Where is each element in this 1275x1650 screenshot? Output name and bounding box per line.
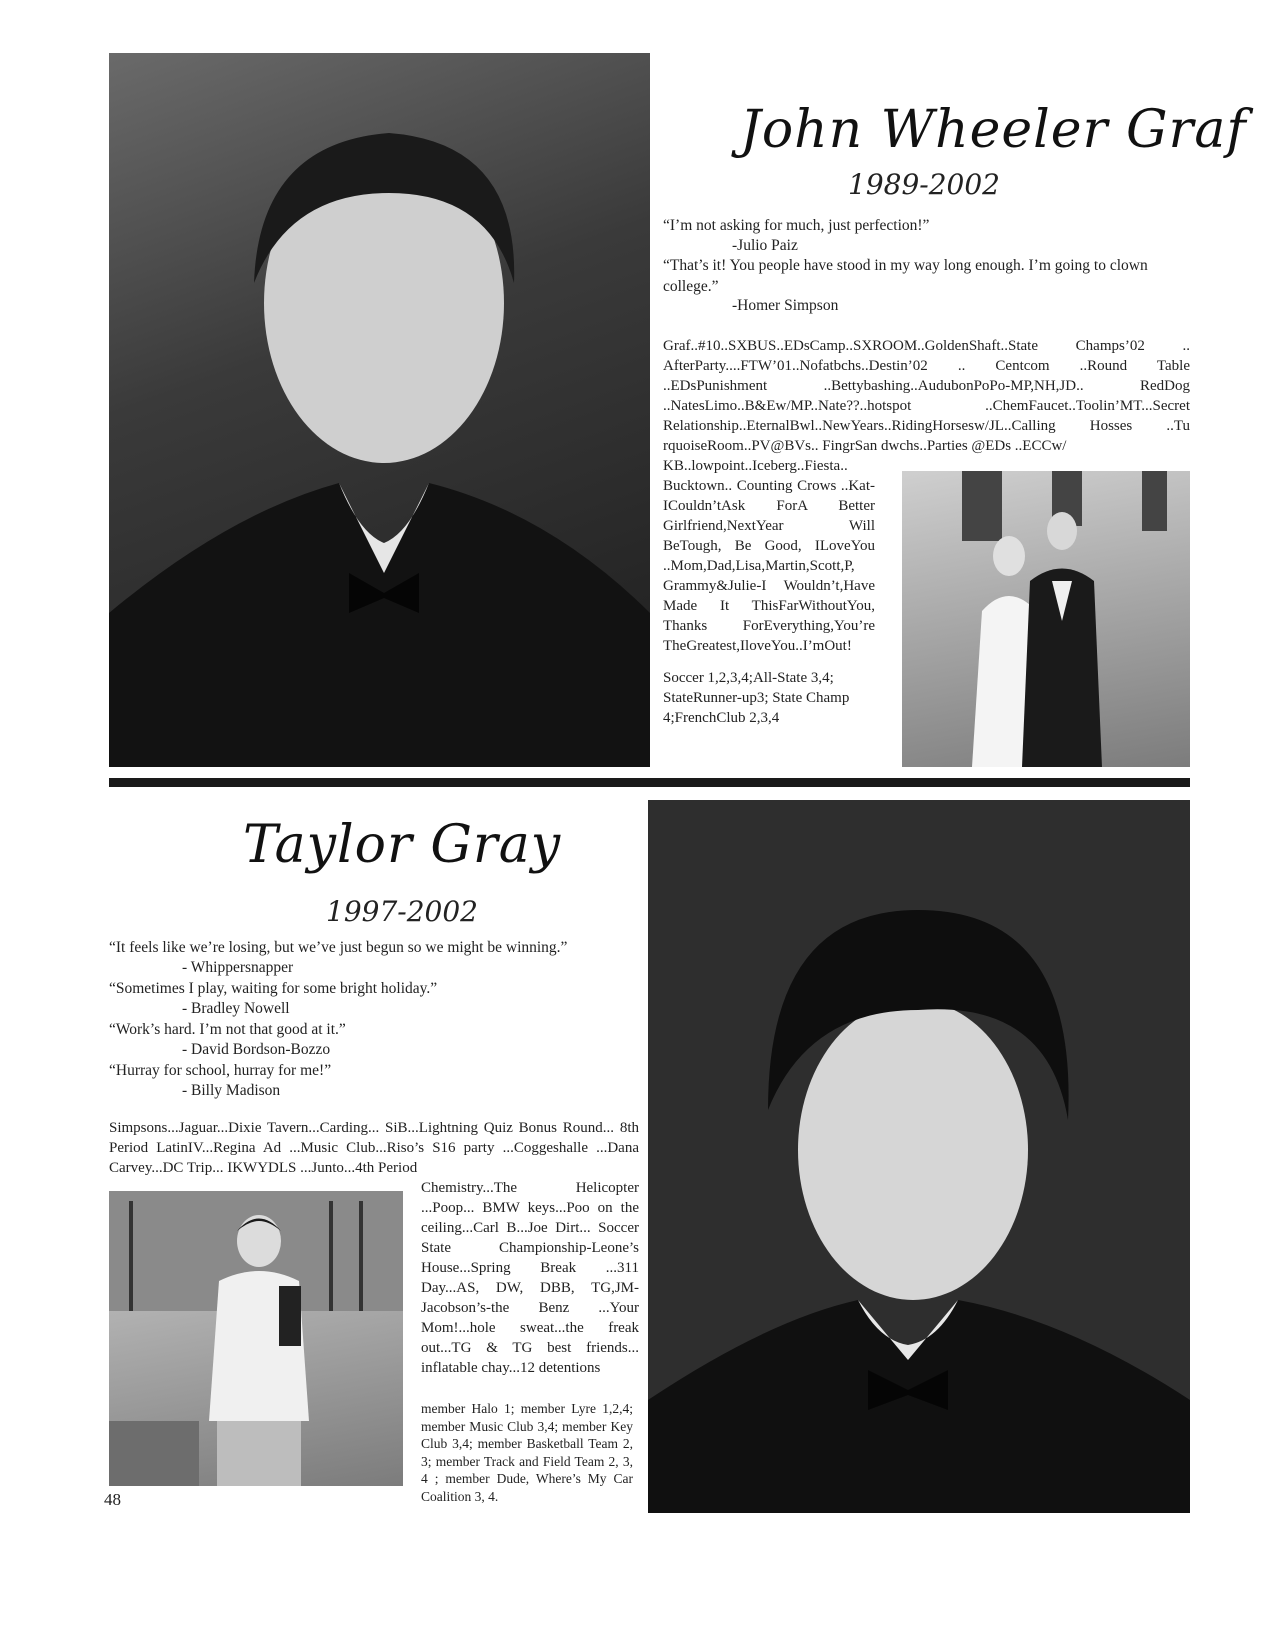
student2-quote-4-attribution: - Billy Madison	[182, 1082, 281, 1099]
student1-memories: Graf..#10..SXBUS..EDsCamp..SXROOM..GoldenShaft..State Champs’02 .. AfterParty....FTW’01..Nofatbchs..Destin’02 .. Centcom ..Round Table ..EDsPunishment ..Bettybashing..AudubonPoPo-MP,NH,JD.. RedDog ..NatesLimo..B&Ew/MP..Nate??..hotspot ..ChemFaucet..Toolin’MT...Secret Relationship..EternalBwl..NewYears..RidingHorsesw/JL..Calling Hosses ..Tu rquoiseRoom..PV@BVs.. FingrSan dwchs..Parties @EDs ..ECCw/	[663, 338, 1190, 454]
student1-quote-2: “That’s it! You people have stood in my way long enough. I’m going to clown college.”	[663, 257, 1148, 295]
student1-memories-continued: KB..lowpoint..Iceberg..Fiesta.. Bucktown.. Counting Crows ..Kat-ICouldn’tAsk ForA Better Girlfriend,NextYear Will BeTough, Be Good, ILoveYou ..Mom,Dad,Lisa,Martin,Scott,P, Grammy&Julie-I Wouldn’t,Have Made It ThisFarWithoutYou, Thanks ForEverything,You’re TheGreatest,IloveYou..I’mOut!	[663, 458, 875, 654]
student2-quote-4: “Hurray for school, hurray for me!”	[109, 1062, 332, 1079]
student2-name: Taylor Gray	[243, 815, 562, 875]
student2-memories-continued: Chemistry...The Helicopter ...Poop... BMW keys...Poo on the ceiling...Carl B...Joe Dirt... Soccer State Championship-Leone’s House...Spring Break ...311 Day...AS, DW, DBB, TG,JM-Jacobson’s-the Benz ...Your Mom!...hole sweat...the freak out...TG & TG best friends... inflatable chay...12 detentions	[421, 1180, 639, 1376]
student2-quote-1: “It feels like we’re losing, but we’ve just begun so we might be winning.”	[109, 939, 568, 956]
student2-years: 1997-2002	[326, 895, 478, 928]
student2-candid-photo	[109, 1191, 403, 1486]
portrait-silhouette	[109, 53, 650, 767]
student1-candid-photo	[902, 471, 1190, 767]
student1-quote-1-attribution: -Julio Paiz	[732, 237, 798, 254]
student2-quote-1-attribution: - Whippersnapper	[182, 959, 294, 976]
student2-quote-2-attribution: - Bradley Nowell	[182, 1000, 290, 1017]
candid-couple	[902, 471, 1190, 767]
student1-name: John Wheeler Graf	[740, 100, 1247, 160]
student1-quote-1: “I’m not asking for much, just perfection!”	[663, 217, 930, 234]
student1-years: 1989-2002	[848, 168, 1000, 201]
student2-quote-3-attribution: - David Bordson-Bozzo	[182, 1041, 331, 1058]
portrait-silhouette-2	[648, 800, 1190, 1513]
section-divider	[109, 778, 1190, 787]
student1-activities: Soccer 1,2,3,4;All-State 3,4; StateRunner-up3; State Champ 4;FrenchClub 2,3,4	[663, 670, 850, 726]
student2-quote-2: “Sometimes I play, waiting for some bright holiday.”	[109, 980, 438, 997]
page-number: 48	[104, 1490, 121, 1509]
student1-portrait-photo	[109, 53, 650, 767]
candid-student	[109, 1191, 403, 1486]
student2-portrait-photo	[648, 800, 1190, 1513]
student2-activities: member Halo 1; member Lyre 1,2,4; member Music Club 3,4; member Key Club 3,4; member Basketball Team 2, 3; member Track and Field Team 2, 3, 4 ; member Dude, Where’s My Car Coalition 3, 4.	[421, 1401, 633, 1504]
student2-memories: Simpsons...Jaguar...Dixie Tavern...Carding... SiB...Lightning Quiz Bonus Round... 8th Period LatinIV...Regina Ad ...Music Club...Riso’s S16 party ...Coggeshalle ...Dana Carvey...DC Trip... IKWYDLS ...Junto...4th Period	[109, 1120, 639, 1176]
student1-quote-2-attribution: -Homer Simpson	[732, 297, 839, 314]
student2-quote-3: “Work’s hard. I’m not that good at it.”	[109, 1021, 346, 1038]
